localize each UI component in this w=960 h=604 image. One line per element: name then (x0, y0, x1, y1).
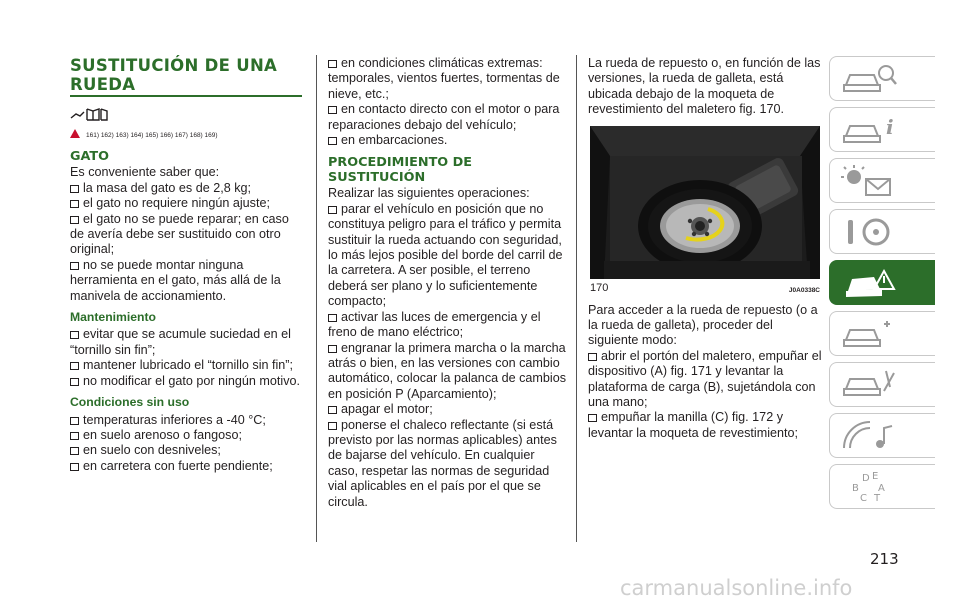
bullet-box-icon (328, 406, 337, 414)
column-3 (588, 56, 822, 441)
index-letter: C (860, 493, 867, 504)
list-item: evitar que se acumule suciedad en el “tornillo sin fin”; (70, 327, 291, 357)
list-item: mantener lubricado el “tornillo sin fin”; (70, 358, 306, 373)
bullet-box-icon (70, 378, 79, 386)
section-heading-gato: GATO (70, 149, 110, 165)
bullet-box-icon (70, 432, 79, 440)
section-heading-procedimiento: PROCEDIMIENTO DE SUSTITUCIÓN (328, 155, 473, 186)
figure-number: 170 (590, 281, 609, 294)
list-item: en contacto directo con el motor o para reparaciones debajo del vehículo; (328, 102, 560, 132)
watermark: carmanualsonline.info (620, 576, 853, 600)
index-letters-icon (840, 469, 900, 505)
bullet-box-icon (588, 414, 597, 422)
car-tools-icon (840, 367, 900, 403)
hand-book-icon (70, 106, 112, 122)
list-item: activar las luces de emergencia y el freno de mano eléctrico; (328, 309, 541, 340)
bullet-box-icon (70, 216, 79, 224)
bullet-box-icon (70, 447, 79, 455)
list-item: en suelo arenoso o fangoso; (70, 428, 306, 443)
figure-caption (588, 281, 822, 297)
page-number: 213 (870, 550, 899, 568)
subheading-condiciones: Condiciones sin uso (70, 395, 190, 410)
spare-wheel-intro: La rueda de repuesto o, en función de las versiones, la rueda de galleta, está ubicada debajo de la moqueta de revestimiento del maletero fig. 170. (588, 56, 821, 117)
spare-wheel-image (590, 126, 820, 279)
index-letter: E (872, 471, 879, 482)
gato-intro: Es conveniente saber que: (70, 165, 220, 180)
bullet-box-icon (328, 206, 337, 214)
index-letter: B (852, 483, 859, 494)
warning-triangle-icon (70, 129, 80, 138)
tab-car-maintenance[interactable] (829, 311, 935, 356)
lights-message-icon (840, 163, 900, 199)
list-item: el gato no se puede reparar; en caso de avería debe ser sustituido con otro original; (70, 211, 289, 257)
bullet-box-icon (328, 422, 337, 430)
index-letter: A (878, 483, 885, 494)
list-item: parar el vehículo en posición que no constituya peligro para el tráfico y permita sustituir la rueda actuando con seguridad, lo más lejos posible del borde del carril de la carretera. A ser posible, el terreno deberá ser plano y lo suficientemente compacto; (328, 201, 563, 309)
warning-references: 161) 162) 163) 164) 165) 166) 167) 168) 169) (70, 128, 306, 143)
tab-emergency[interactable] (829, 260, 935, 305)
index-letter: D (862, 473, 870, 484)
bullet-box-icon (70, 331, 79, 339)
emergency-car-icon (840, 265, 900, 301)
list-item: abrir el portón del maletero, empuñar el dispositivo (A) fig. 171 y levantar la plataforma de carga (B), sujetándola con una mano; (588, 348, 822, 410)
bullet-box-icon (70, 362, 79, 370)
tab-controls-steering[interactable] (829, 209, 935, 254)
bullet-box-icon (328, 60, 337, 68)
chapter-tabs (829, 56, 935, 515)
multimedia-icon (840, 418, 900, 454)
access-intro: Para acceder a la rueda de repuesto (o a la rueda de galleta), proceder del siguiente modo: (588, 302, 818, 348)
svg-text:i: i (886, 115, 894, 139)
tab-car-tools[interactable] (829, 362, 935, 407)
list-item: en condiciones climáticas extremas: temporales, vientos fuertes, tormentas de nieve, etc.; (328, 56, 560, 101)
column-divider (316, 55, 317, 542)
car-info-icon (840, 112, 900, 148)
column-1 (70, 56, 306, 474)
bullet-box-icon (328, 345, 337, 353)
page-title: SUSTITUCIÓN DE UNA RUEDA (70, 56, 278, 94)
figure-code: J0A0338C (788, 286, 820, 294)
procedimiento-intro: Realizar las siguientes operaciones: (328, 186, 530, 201)
list-item: engranar la primera marcha o la marcha atrás o bien, en las versiones con cambio automático, colocar la palanca de cambios en posición P (Aparcamiento); (328, 340, 567, 401)
bullet-box-icon (70, 417, 79, 425)
bullet-box-icon (70, 463, 79, 471)
tab-index[interactable] (829, 464, 935, 509)
car-search-icon (840, 61, 900, 97)
list-item: temperaturas inferiores a -40 °C; (70, 413, 306, 428)
index-letter: T (874, 493, 881, 504)
list-item: empuñar la manilla (C) fig. 172 y levantar la moqueta de revestimiento; (588, 410, 799, 440)
list-item: no se puede montar ninguna herramienta en el gato, más allá de la manivela de accionamiento. (70, 257, 281, 303)
list-item: en suelo con desniveles; (70, 443, 306, 458)
column-2 (328, 56, 568, 510)
list-item: en carretera con fuerte pendiente; (70, 459, 306, 474)
tab-lights-message[interactable] (829, 158, 935, 203)
spare-wheel-photo (590, 126, 820, 279)
bullet-box-icon (588, 353, 597, 361)
symbol-row (70, 106, 306, 122)
tab-car-search[interactable] (829, 56, 935, 101)
title-rule (70, 95, 302, 97)
column-divider (576, 55, 577, 542)
list-item: en embarcaciones. (328, 133, 568, 148)
bullet-box-icon (70, 185, 79, 193)
bullet-box-icon (328, 137, 337, 145)
car-maintenance-icon (840, 316, 900, 352)
subheading-mantenimiento: Mantenimiento (70, 310, 156, 325)
bullet-box-icon (70, 200, 79, 208)
list-item: la masa del gato es de 2,8 kg; (70, 181, 306, 196)
tab-car-info[interactable] (829, 107, 935, 152)
bullet-box-icon (328, 106, 337, 114)
list-item: el gato no requiere ningún ajuste; (70, 196, 306, 211)
list-item: apagar el motor; (328, 402, 568, 417)
bullet-box-icon (70, 262, 79, 270)
list-item: no modificar el gato por ningún motivo. (70, 374, 306, 389)
list-item: ponerse el chaleco reflectante (si está previsto por las normas aplicables) antes de bajarse del vehículo. En cualquier caso, respetar las normas de seguridad vial aplicables en el país por el que se circula. (328, 417, 557, 509)
bullet-box-icon (328, 314, 337, 322)
tab-multimedia[interactable] (829, 413, 935, 458)
controls-steering-icon (840, 214, 900, 250)
